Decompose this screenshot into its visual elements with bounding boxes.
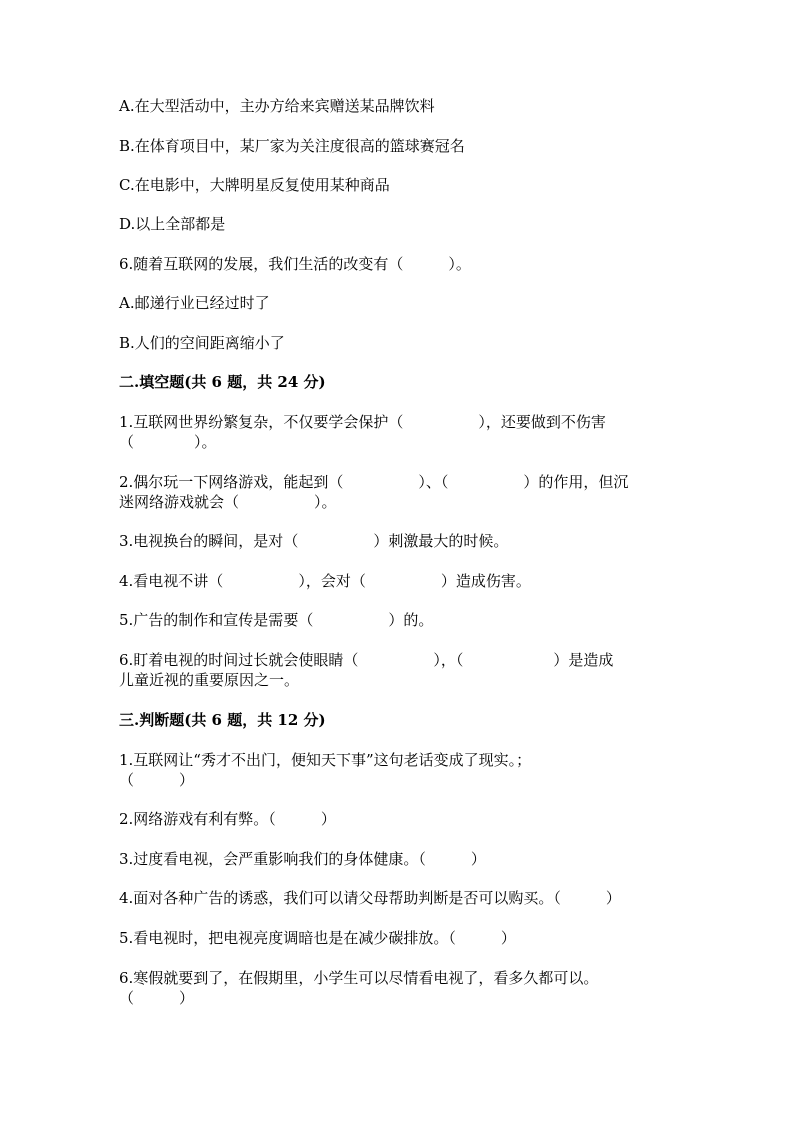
q5-option-b: B.在体育项目中，某厂家为关注度很高的篮球赛冠名 <box>119 137 465 155</box>
fill-item-2-line-2: 迷网络游戏就会（ ）。 <box>119 493 337 511</box>
judge-item-2: 2.网络游戏有利有弊。（ ） <box>119 810 336 828</box>
section-2-heading: 二.填空题(共 6 题，共 24 分) <box>119 373 326 391</box>
judge-item-6-line-2: （ ） <box>119 989 195 1007</box>
judge-item-1-line-2: （ ） <box>119 771 195 789</box>
judge-item-4: 4.面对各种广告的诱惑，我们可以请父母帮助判断是否可以购买。（ ） <box>119 889 621 907</box>
judge-item-5: 5.看电视时，把电视亮度调暗也是在减少碳排放。（ ） <box>119 929 516 947</box>
judge-item-6-line-1: 6.寒假就要到了，在假期里，小学生可以尽情看电视了，看多久都可以。 <box>119 969 599 987</box>
section-3-heading: 三.判断题(共 6 题，共 12 分) <box>119 711 326 729</box>
fill-item-4: 4.看电视不讲（ ），会对（ ）造成伤害。 <box>119 572 531 590</box>
fill-item-5: 5.广告的制作和宣传是需要（ ）的。 <box>119 611 434 629</box>
q5-option-a: A.在大型活动中，主办方给来宾赠送某品牌饮料 <box>119 97 435 115</box>
fill-item-1-line-2: （ ）。 <box>119 433 217 451</box>
q6-option-a: A.邮递行业已经过时了 <box>119 294 270 312</box>
q6-option-b: B.人们的空间距离缩小了 <box>119 334 285 352</box>
judge-item-3: 3.过度看电视，会严重影响我们的身体健康。（ ） <box>119 850 486 868</box>
fill-item-1-line-1: 1.互联网世界纷繁复杂，不仅要学会保护（ ），还要做到不伤害 <box>119 413 606 431</box>
q6-stem: 6.随着互联网的发展，我们生活的改变有（ ）。 <box>119 255 471 273</box>
fill-item-6-line-2: 儿童近视的重要原因之一。 <box>119 671 300 689</box>
judge-item-1-line-1: 1.互联网让“秀才不出门，便知天下事”这句老话变成了现实。； <box>119 751 532 769</box>
q5-option-d: D.以上全部都是 <box>119 215 226 233</box>
fill-item-3: 3.电视换台的瞬间，是对（ ）刺激最大的时候。 <box>119 532 509 550</box>
fill-item-6-line-1: 6.盯着电视的时间过长就会使眼睛（ ），（ ）是造成 <box>119 651 614 669</box>
fill-item-2-line-1: 2.偶尔玩一下网络游戏，能起到（ ）、（ ）的作用，但沉 <box>119 473 629 491</box>
q5-option-c: C.在电影中，大牌明星反复使用某种商品 <box>119 176 390 194</box>
